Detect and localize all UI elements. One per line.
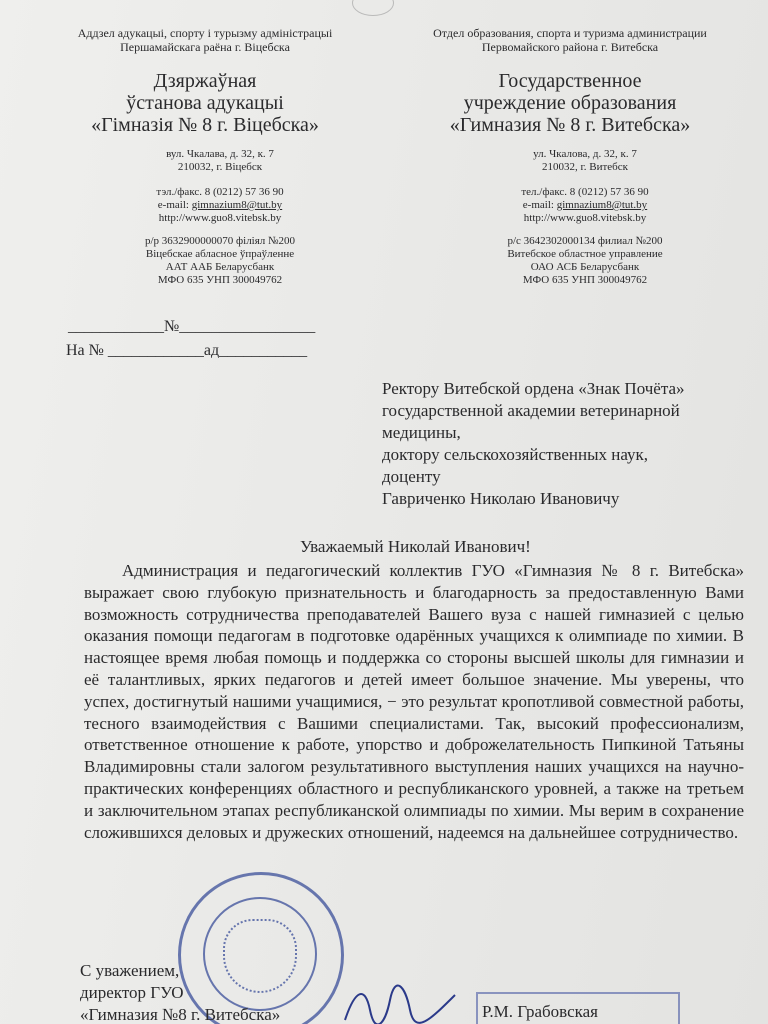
closing-line: директор ГУО: [80, 983, 184, 1002]
institution-be: [40, 70, 370, 136]
bank-line: р/с 3642302000134 филиал №200: [507, 235, 663, 247]
addressee-line: Гавриченко Николаю Ивановичу: [382, 489, 620, 508]
department-ru: [400, 26, 740, 54]
signer-name: Р.М. Грабовская: [482, 1002, 598, 1021]
address-line: 210032, г. Віцебск: [177, 161, 263, 173]
institution-ru: [400, 70, 740, 136]
department-line: Першамайскага раёна г. Віцебска: [120, 40, 290, 54]
address-line: вул. Чкалава, д. 32, к. 7: [166, 148, 274, 160]
institution-line: Дзяржаўная: [153, 70, 257, 92]
closing-line: «Гимназия №8 г. Витебска»: [80, 1005, 281, 1024]
letter-body: Администрация и педагогический коллектив ГУО «Гимназия № 8 г. Витебска» выражает свою глубокую признательность и благодарность за предоставленную Вами возможность сотрудничества преподавателей Вашего вуза с нашей гимназией с целью оказания помощи педагогам в подготовке одарённых учащихся к олимпиаде по химии. В настоящее время любая помощь и поддержка со стороны высшей школы для гимназии и её талантливых, ярких педагогов и детей имеет большое значение. Мы уверены, что успех, достигнутый нашими учащимися, − это результат кропотливой совместной работы, тесного взаимодействия с Вашими специалистами. Так, высокий профессионализм, ответственное отношение к работе, упорство и доброжелательность Пипкиной Татьяны Владимировны стали залогом результативного выступления наших учащихся на научно-практических конференциях областного и республиканского уровней, а также на третьем и заключительном этапах республиканской олимпиады по химии. Мы верим в сохранение сложившихся деловых и дружеских отношений, надеемся на дальнейшее сотрудничество.: [84, 561, 744, 842]
institution-line: «Гимназия № 8 г. Витебска»: [449, 114, 691, 136]
closing-block: [80, 960, 280, 1024]
reference-number-line: ____________№_________________: [68, 318, 316, 335]
bank-line: ОАО АСБ Беларусбанк: [530, 261, 640, 273]
addressee-line: Ректору Витебской ордена «Знак Почёта»: [382, 379, 685, 398]
header-russian: [400, 26, 740, 287]
bank-be: [70, 235, 370, 287]
reference-reply-line: На № ____________ад___________: [66, 342, 308, 359]
addressee-line: доценту: [382, 467, 441, 486]
bank-line: МФО 635 УНП 300049762: [157, 274, 283, 286]
institution-line: Государственное: [498, 70, 642, 92]
phone: тел./факс. 8 (0212) 57 36 90: [521, 186, 649, 198]
email-link[interactable]: gimnazium8@tut.by: [556, 199, 648, 211]
email-row: [70, 199, 370, 212]
institution-line: «Гімназія № 8 г. Віцебска»: [91, 114, 319, 136]
website[interactable]: http://www.guo8.vitebsk.by: [523, 212, 647, 224]
department-line: Аддзел адукацыі, спорту і турызму адміністрацыі: [77, 26, 333, 40]
department-be: [40, 26, 370, 54]
addressee-block: [382, 378, 752, 510]
website[interactable]: http://www.guo8.vitebsk.by: [158, 212, 282, 224]
bank-ru: [430, 235, 740, 287]
header-belarusian: [40, 26, 370, 287]
addressee-line: государственной академии ветеринарной: [382, 401, 680, 420]
address-line: ул. Чкалова, д. 32, к. 7: [533, 148, 637, 160]
bank-line: МФО 635 УНП 300049762: [522, 274, 648, 286]
closing-line: С уважением,: [80, 961, 180, 980]
bank-line: Віцебскае абласное ўпраўленне: [145, 248, 295, 260]
contacts-ru: [430, 186, 740, 225]
institution-line: учреждение образования: [463, 92, 677, 114]
addressee-line: доктору сельскохозяйственных наук,: [382, 445, 649, 464]
phone: тэл./факс. 8 (0212) 57 36 90: [156, 186, 284, 198]
address-be: [70, 148, 370, 174]
institution-line: ўстанова адукацыі: [126, 92, 284, 114]
emblem-icon: [352, 0, 394, 16]
department-line: Первомайского района г. Витебска: [481, 40, 659, 54]
address-line: 210032, г. Витебск: [541, 161, 628, 173]
email-link[interactable]: gimnazium8@tut.by: [191, 199, 283, 211]
email-row: [430, 199, 740, 212]
addressee-line: медицины,: [382, 423, 461, 442]
bank-line: р/р 3632900000070 філіял №200: [144, 235, 296, 247]
email-label: e-mail:: [157, 199, 192, 211]
address-ru: [430, 148, 740, 174]
bank-line: Витебское областное управление: [507, 248, 663, 260]
salutation: Уважаемый Николай Иванович!: [300, 537, 531, 556]
department-line: Отдел образования, спорта и туризма администрации: [433, 26, 707, 40]
bank-line: ААТ ААБ Беларусбанк: [165, 261, 275, 273]
contacts-be: [70, 186, 370, 225]
handwritten-signature: [340, 980, 460, 1024]
email-label: e-mail:: [522, 199, 557, 211]
